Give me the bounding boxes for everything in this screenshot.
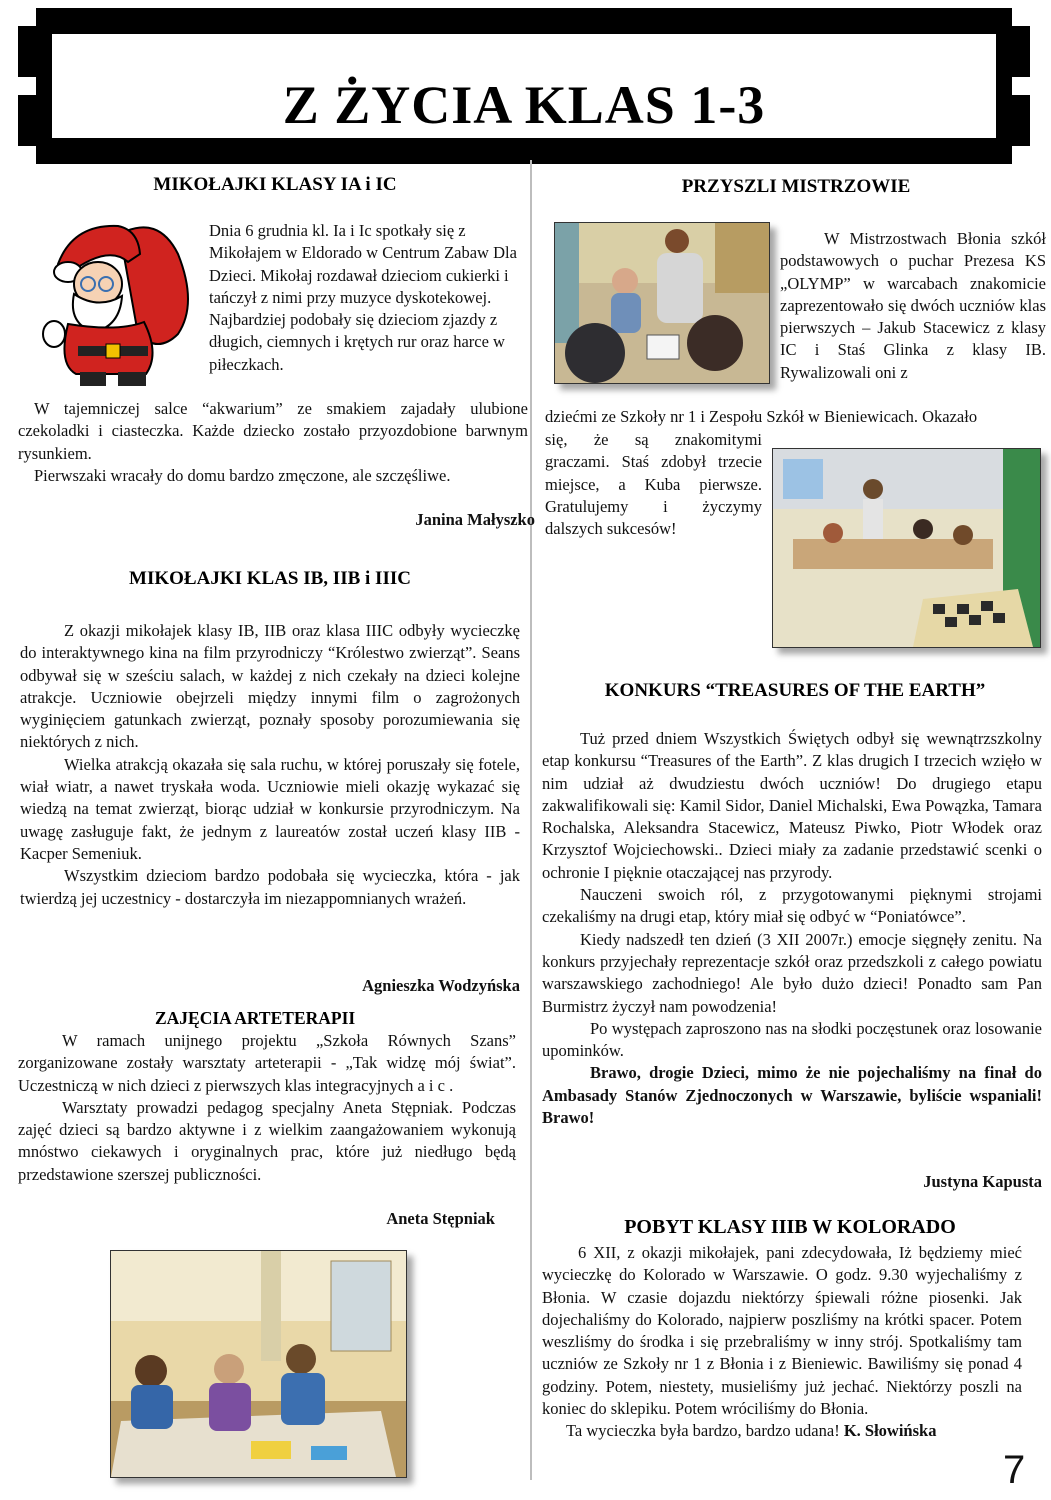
photo-art-therapy	[110, 1250, 407, 1478]
author-signature: Janina Małyszko	[415, 510, 535, 529]
article-title: POBYT KLASY IIIB W KOLORADO	[624, 1216, 956, 1238]
article-text	[542, 728, 1042, 1129]
author-signature: K. Słowińska	[843, 1421, 937, 1441]
paragraph: Wszystkim dzieciom bardzo podobała się wycieczka, która - jak twierdzą jej uczestnicy - dostarczyła im niezappomnianych wrażeń.	[20, 866, 520, 908]
paragraph: Ta wycieczka była bardzo, bardzo udana!	[566, 1421, 840, 1441]
banner-notch	[1012, 77, 1030, 95]
article-text	[542, 1242, 1022, 1443]
page-title: Z ŻYCIA KLAS 1-3	[282, 75, 766, 135]
banner-notch	[18, 77, 36, 95]
article-text	[545, 406, 1048, 428]
article-title: MIKOŁAJKI KLAS IB, IIB i IIIC	[129, 568, 411, 589]
paragraph: Dnia 6 grudnia kl. Ia i Ic spotkały się z Mikołajem w Eldorado w Centrum Zabaw Dla Dzieci. Mikołaj rozdawał dzieciom cukierki i tańczył z nimi przy muzyce dyskotekowej.	[209, 221, 517, 307]
banner-notch	[18, 146, 36, 164]
article-title: ZAJĘCIA ARTETERAPII	[155, 1008, 356, 1028]
paragraph: Najbardziej podobały się dzieciom zjazdy z długich, ciemnych i krętych rur oraz harce w piłeczkach.	[209, 310, 505, 374]
paragraph: Brawo, drogie Dzieci, mimo że nie pojechaliśmy na finał do Ambasady Stanów Zjednoczonych w Warszawie, byliście wspaniali! Brawo!	[542, 1063, 1042, 1128]
banner-notch	[18, 8, 36, 26]
paragraph: Warsztaty prowadzi pedagog specjalny Aneta Stępniak. Podczas zajęć dzieci są bardzo aktywne i z wielkim zaangażowaniem wykonują mnóstwo ciekawych i oryginalnych prac, które już niedługo będą przedstawione szerszej publiczności.	[18, 1097, 516, 1184]
paragraph: 6 XII, z okazji mikołajek, pani zdecydowała, Iż będziemy mieć wycieczkę do Kolorado w Warszawie. O godz. 9.30 wyjechaliśmy z Błonia. W czasie dojazdu niektórzy śpiewali różne piosenki. Jak dojechaliśmy do Kolorado, najpierw poszliśmy na krótki spacer. Potem weszliśmy do środka i się przebraliśmy w inny strój. Spotkaliśmy tam uczniów ze Szkoły nr 1 z Błonia i z Bieniewic. Bawiliśmy się ponad 4 godziny. Potem, niestety, musieliśmy już jechać. Niektórzy poszli na koniec do sklepiku. Potem wróciliśmy do Błonia.	[542, 1243, 1022, 1419]
article-text	[545, 429, 762, 540]
paragraph: Kiedy nadszedł ten dzień (3 XII 2007r.) emocje sięgnęły zenitu. Na konkurs przyjechały reprezentacje szkół oraz przedszkoli z całego powiatu warszawskiego zachodniego! Ale było dużo dzieci! Ponadto sam Pan Burmistrz życzył nam powodzenia!	[542, 929, 1042, 1016]
article-title: PRZYSZLI MISTRZOWIE	[681, 176, 911, 197]
paragraph: Tuż przed dniem Wszystkich Świętych odbył się wewnątrzszkolny etap konkursu “Treasures of the Earth”. Z klas drugich I trzecich wzięło w nim udział aż dwudziestu dwóch uczniów! Do drugiego etapu zakwalifikowali się: Kamil Sidor, Daniel Michalski, Ewa Powązka, Tamara Rochalska, Aleksandra Stacewicz, Mateusz Piwko, Piotr Włodek oraz Krzysztof Wojciechowski.. Dzieci miały za zadanie przedstawić scenki o ochronie I pięknie otaczającej nas przyrody.	[542, 729, 1042, 882]
paragraph: Nauczeni swoich ról, z przygotowanymi pięknymi strojami czekaliśmy na drugi etap, który miał się odbyć w “Poniatówce”.	[542, 885, 1042, 927]
article-title: MIKOŁAJKI KLASY IA i IC	[153, 174, 397, 195]
santa-icon	[28, 214, 198, 390]
title-banner	[18, 8, 1030, 164]
paragraph: Z okazji mikołajek klasy IB, IIB oraz klasa IIIC odbyły wycieczkę do interaktywnego kina na film przyrodniczy “Królestwo zwierząt”. Seans odbywał się w sześciu salach, w każdej z nich czekały na dzieci kolejne atrakcje. Uczniowie obejrzeli między innymi film o zagrożonych wyginięciem gatunkach zwierząt, poznały sposoby porozumiewania się niektórych z nich.	[20, 621, 520, 752]
paragraph: dziećmi ze Szkoły nr 1 i Zespołu Szkół w Bieniewicach. Okazało	[545, 407, 978, 426]
author-signature: Justyna Kapusta	[923, 1172, 1042, 1191]
article-text	[20, 620, 520, 910]
paragraph: W ramach unijnego projektu „Szkoła Równych Szans” zorganizowane zostały warsztaty arteterapii - „Tak widzę mój świat”. Uczestniczą w nich dzieci z pierwszych klas integracyjnych a i c .	[18, 1031, 516, 1095]
paragraph: się, że są znakomitymi graczami. Staś zdobył trzecie miejsce, a Kuba pierwsze. Gratulujemy i życzymy dalszych sukcesów!	[545, 430, 762, 539]
author-signature: Agnieszka Wodzyńska	[362, 976, 520, 995]
photo-checkers-tournament	[772, 448, 1041, 648]
paragraph: W Mistrzostwach Błonia szkół podstawowych o puchar Prezesa KS „OLYMP” w warcabach znakomicie zaprezentowało się dwóch uczniów klas pierwszych – Jakub Stacewicz z klasy IC i Staś Glinka z klasy IB. Rywalizowali oni z	[780, 229, 1046, 382]
santa-illustration	[28, 214, 198, 390]
photo-checkers-award	[554, 222, 770, 384]
article-text	[780, 228, 1046, 384]
paragraph: Po występach zaproszono nas na słodki poczęstunek oraz losowanie upominków.	[542, 1018, 1042, 1061]
article-text	[18, 1030, 516, 1186]
article-title: KONKURS “TREASURES OF THE EARTH”	[604, 680, 986, 701]
banner-notch	[1012, 146, 1030, 164]
page-number: 7	[1003, 1448, 1026, 1492]
article-text	[18, 398, 528, 487]
banner-frame	[48, 30, 1000, 142]
paragraph: Wielka atrakcją okazała się sala ruchu, w której poruszały się fotele, wiał wiatr, a nawet tryskała woda. Uczniowie mieli okazję wykazać się wiedzą na temat zwierząt, biorąc udział w konkursie przyrodniczym. Na uwagę zasługuje fakt, że jednym z laureatów został uczeń klasy IIB - Kacper Semeniuk.	[20, 754, 520, 863]
banner-notch	[1012, 8, 1030, 26]
paragraph: Pierwszaki wracały do domu bardzo zmęczone, ale szczęśliwe.	[34, 465, 451, 485]
paragraph: W tajemniczej salce “akwarium” ze smakiem zajadały ulubione czekoladki i ciasteczka. Każde dziecko zostało przyozdobione barwnym rysunkiem.	[18, 399, 528, 463]
article-text	[209, 220, 531, 376]
author-signature: Aneta Stępniak	[386, 1209, 495, 1228]
